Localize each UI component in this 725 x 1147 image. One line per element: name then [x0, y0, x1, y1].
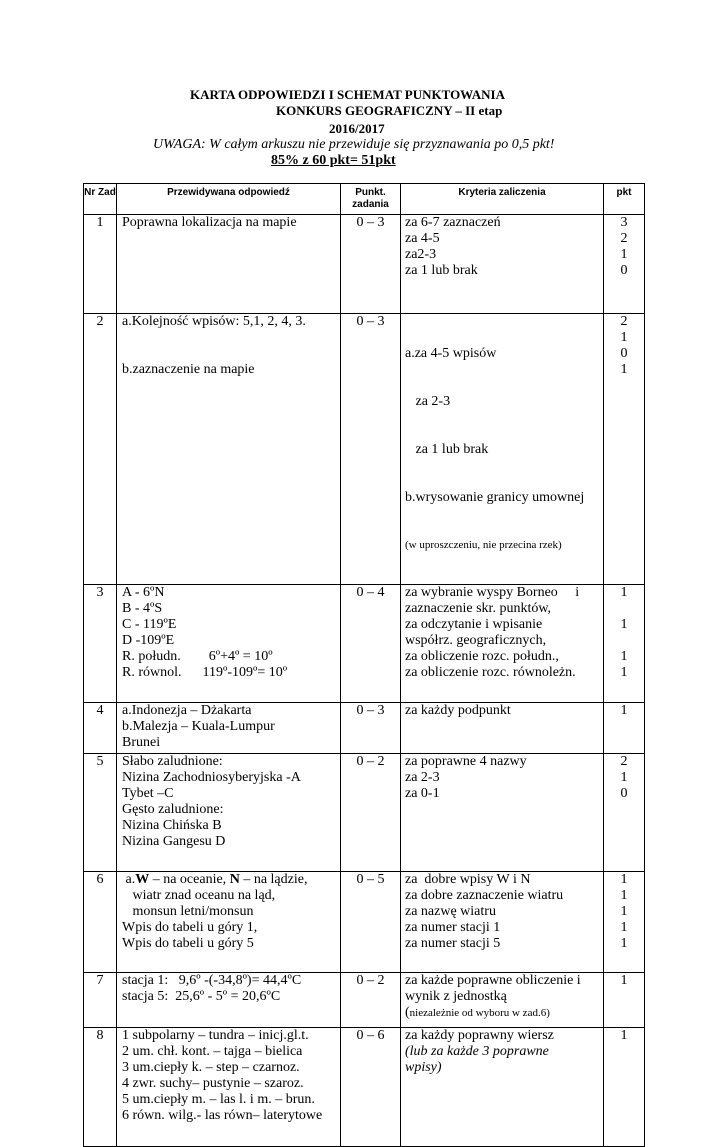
- task-points: 0 – 3: [341, 215, 401, 314]
- criteria: [401, 703, 604, 754]
- criteria-line: wynik z jednostką: [405, 989, 507, 1004]
- score-value: 2: [620, 231, 628, 246]
- criteria-line: za 2-3: [405, 394, 451, 409]
- criteria-line: (lub za każde 3 poprawne: [405, 1044, 549, 1059]
- score: [604, 703, 645, 754]
- expected-answer: [117, 215, 341, 314]
- score: [604, 215, 645, 314]
- score-value: 1: [620, 920, 628, 935]
- answer-line: Nizina Chińska B: [122, 818, 222, 833]
- answer-line: stacja 5: 25,6º - 5º = 20,6ºC: [122, 989, 281, 1004]
- answer-line: b.zaznaczenie na mapie: [122, 362, 255, 377]
- score-value: 3: [620, 215, 628, 230]
- table-row: [84, 973, 645, 1028]
- task-number: 6: [84, 872, 117, 973]
- header-points: Punkt. zadania: [341, 184, 401, 215]
- answer-line: 5 um.ciepły m. – las l. i m. – brun.: [122, 1092, 315, 1107]
- criteria-paren: (: [405, 1005, 410, 1020]
- answer-line: Poprawna lokalizacja na mapie: [122, 215, 297, 230]
- criteria: [401, 1028, 604, 1147]
- score-value: 0: [620, 263, 628, 278]
- answer-line: C - 119ºE: [122, 617, 177, 632]
- score-value: 1: [620, 936, 628, 951]
- criteria: [401, 973, 604, 1028]
- task-points: 0 – 3: [341, 314, 401, 585]
- expected-answer: [117, 973, 341, 1028]
- score-value: 1: [620, 330, 628, 345]
- header-criteria: Kryteria zaliczenia: [401, 184, 604, 215]
- criteria-note: (w uproszczeniu, nie przecina rzek): [405, 539, 562, 551]
- criteria-line: za 1 lub brak: [405, 442, 489, 457]
- answer-line: 6 równ. wilg.- las równ– laterytowe: [122, 1108, 323, 1123]
- answer-wind-w: W: [135, 872, 150, 887]
- criteria-line: za numer stacji 5: [405, 936, 501, 951]
- answer-line: [122, 346, 340, 362]
- score-value: 1: [620, 247, 628, 262]
- expected-answer: [117, 754, 341, 872]
- answer-line: [122, 872, 340, 888]
- answer-text: – na lądzie,: [239, 872, 308, 887]
- answer-line: B - 4ºS: [122, 601, 163, 616]
- table-row: [84, 215, 645, 314]
- answer-line: R. równol. 119º-109º= 10º: [122, 665, 288, 680]
- expected-answer: [117, 872, 341, 973]
- expected-answer: [117, 1028, 341, 1147]
- score: [604, 1028, 645, 1147]
- answer-key-table: [83, 183, 645, 1147]
- header-nr: Nr Zad: [84, 184, 117, 215]
- answer-line: [122, 330, 340, 346]
- criteria-line: za każdy poprawny wiersz: [405, 1028, 554, 1043]
- criteria-line: za obliczenie rozc. równoleżn.: [405, 665, 576, 680]
- score-value: 1: [620, 665, 628, 680]
- answer-line: a.Indonezja – Dżakarta: [122, 703, 252, 718]
- answer-line: Brunei: [122, 735, 161, 750]
- score-value: 1: [620, 362, 628, 377]
- criteria-note: niezależnie od wyboru w zad.6): [409, 1007, 550, 1019]
- score-value: 1: [620, 649, 628, 664]
- answer-line: R. połudn. 6º+4º = 10º: [122, 649, 273, 664]
- header-pkt: pkt: [604, 184, 645, 215]
- score-value: 1: [620, 904, 628, 919]
- criteria-line: za 4-5: [405, 231, 440, 246]
- score-value: 1: [620, 617, 628, 632]
- table-row: [84, 314, 645, 585]
- answer-text: – na oceanie,: [149, 872, 230, 887]
- criteria-line: za dobre zaznaczenie wiatru: [405, 888, 564, 903]
- criteria-line: za każde poprawne obliczenie i: [405, 973, 581, 988]
- criteria: [401, 754, 604, 872]
- warning-note: UWAGA: W całym arkuszu nie przewiduje się przyznawania po 0,5 pkt!: [153, 137, 555, 152]
- criteria-line: za dobre wpisy W i N: [405, 872, 531, 887]
- criteria-line: wpisy): [405, 1060, 442, 1075]
- table-row: [84, 872, 645, 973]
- criteria-line: za 6-7 zaznaczeń: [405, 215, 501, 230]
- score-value: 1: [620, 973, 628, 988]
- score-value: [604, 633, 644, 649]
- task-number: 5: [84, 754, 117, 872]
- score-value: 0: [620, 786, 628, 801]
- task-number: 7: [84, 973, 117, 1028]
- answer-line: 2 um. chł. kont. – tajga – bielica: [122, 1044, 303, 1059]
- criteria-line: za poprawne 4 nazwy: [405, 754, 527, 769]
- answer-line: b.Malezja – Kuala-Lumpur: [122, 719, 275, 734]
- answer-line: 3 um.ciepły k. – step – czarnoz.: [122, 1060, 300, 1075]
- score-value: 2: [620, 314, 628, 329]
- answer-line: Gęsto zaludnione:: [122, 802, 224, 817]
- answer-line: Wpis do tabeli u góry 5: [122, 936, 254, 951]
- threshold-note: 85% z 60 pkt= 51pkt: [271, 153, 396, 168]
- criteria-line: za każdy podpunkt: [405, 703, 511, 718]
- answer-line: a.Kolejność wpisów: 5,1, 2, 4, 3.: [122, 314, 306, 329]
- criteria-line: za nazwę wiatru: [405, 904, 496, 919]
- task-points: 0 – 2: [341, 754, 401, 872]
- answer-line: A - 6ºN: [122, 585, 165, 600]
- criteria-line: a.za 4-5 wpisów: [405, 346, 497, 361]
- criteria: [401, 314, 604, 585]
- expected-answer: [117, 703, 341, 754]
- criteria-line: za obliczenie rozc. połudn.,: [405, 649, 559, 664]
- task-number: 8: [84, 1028, 117, 1147]
- criteria-line: za wybranie wyspy Borneo i: [405, 585, 580, 600]
- criteria-line: za odczytanie i wpisanie: [405, 617, 543, 632]
- score-value: 2: [620, 754, 628, 769]
- criteria: [401, 215, 604, 314]
- score: [604, 314, 645, 585]
- criteria-line: za numer stacji 1: [405, 920, 501, 935]
- task-number: 4: [84, 703, 117, 754]
- answer-line: 4 zwr. suchy– pustynie – szaroz.: [122, 1076, 304, 1091]
- table-row: [84, 585, 645, 703]
- task-points: 0 – 3: [341, 703, 401, 754]
- score: [604, 872, 645, 973]
- criteria-line: za 1 lub brak: [405, 263, 478, 278]
- score-value: 0: [620, 346, 628, 361]
- answer-line: Słabo zaludnione:: [122, 754, 223, 769]
- score-value: 1: [620, 1028, 628, 1043]
- score: [604, 585, 645, 703]
- expected-answer: [117, 314, 341, 585]
- task-number: 1: [84, 215, 117, 314]
- criteria: [401, 585, 604, 703]
- criteria-line: za 2-3: [405, 770, 440, 785]
- criteria-line: [405, 1005, 603, 1021]
- title-year: 2016/2017: [329, 121, 385, 136]
- score-value: 1: [620, 770, 628, 785]
- task-number: 2: [84, 314, 117, 585]
- header-answer: Przewidywana odpowiedź: [117, 184, 341, 215]
- title-line-2: KONKURS GEOGRAFICZNY – II etap: [276, 103, 503, 118]
- score-value: 1: [620, 585, 628, 600]
- task-points: 0 – 5: [341, 872, 401, 973]
- answer-prefix: a.: [122, 872, 136, 887]
- score-value: 1: [620, 872, 628, 887]
- table-row: [84, 1028, 645, 1147]
- answer-line: Nizina Gangesu D: [122, 834, 226, 849]
- answer-line: stacja 1: 9,6º -(-34,8º)= 44,4ºC: [122, 973, 302, 988]
- task-points: 0 – 2: [341, 973, 401, 1028]
- score: [604, 754, 645, 872]
- answer-wind-n: N: [229, 872, 240, 887]
- criteria-line: b.wrysowanie granicy umownej: [405, 490, 585, 505]
- table-row: [84, 703, 645, 754]
- table-header-row: [84, 184, 645, 215]
- answer-line: Nizina Zachodniosyberyjska -A: [122, 770, 301, 785]
- task-points: 0 – 6: [341, 1028, 401, 1147]
- criteria-line: za 0-1: [405, 786, 440, 801]
- score-value: [604, 601, 644, 617]
- score-value: 1: [620, 703, 628, 718]
- criteria-line: zaznaczenie skr. punktów,: [405, 601, 552, 616]
- criteria: [401, 872, 604, 973]
- answer-line: monsun letni/monsun: [122, 904, 254, 919]
- title-line-1: KARTA ODPOWIEDZI I SCHEMAT PUNKTOWANIA: [190, 87, 505, 102]
- answer-line: Tybet –C: [122, 786, 174, 801]
- answer-line: wiatr znad oceanu na ląd,: [122, 888, 276, 903]
- task-points: 0 – 4: [341, 585, 401, 703]
- score-value: 1: [620, 888, 628, 903]
- answer-line: 1 subpolarny – tundra – inicj.gl.t.: [122, 1028, 309, 1043]
- table-row: [84, 754, 645, 872]
- criteria-line: współrz. geograficznych,: [405, 633, 547, 648]
- criteria-line: za2-3: [405, 247, 437, 262]
- task-number: 3: [84, 585, 117, 703]
- score: [604, 973, 645, 1028]
- answer-line: D -109ºE: [122, 633, 175, 648]
- answer-line: Wpis do tabeli u góry 1,: [122, 920, 258, 935]
- expected-answer: [117, 585, 341, 703]
